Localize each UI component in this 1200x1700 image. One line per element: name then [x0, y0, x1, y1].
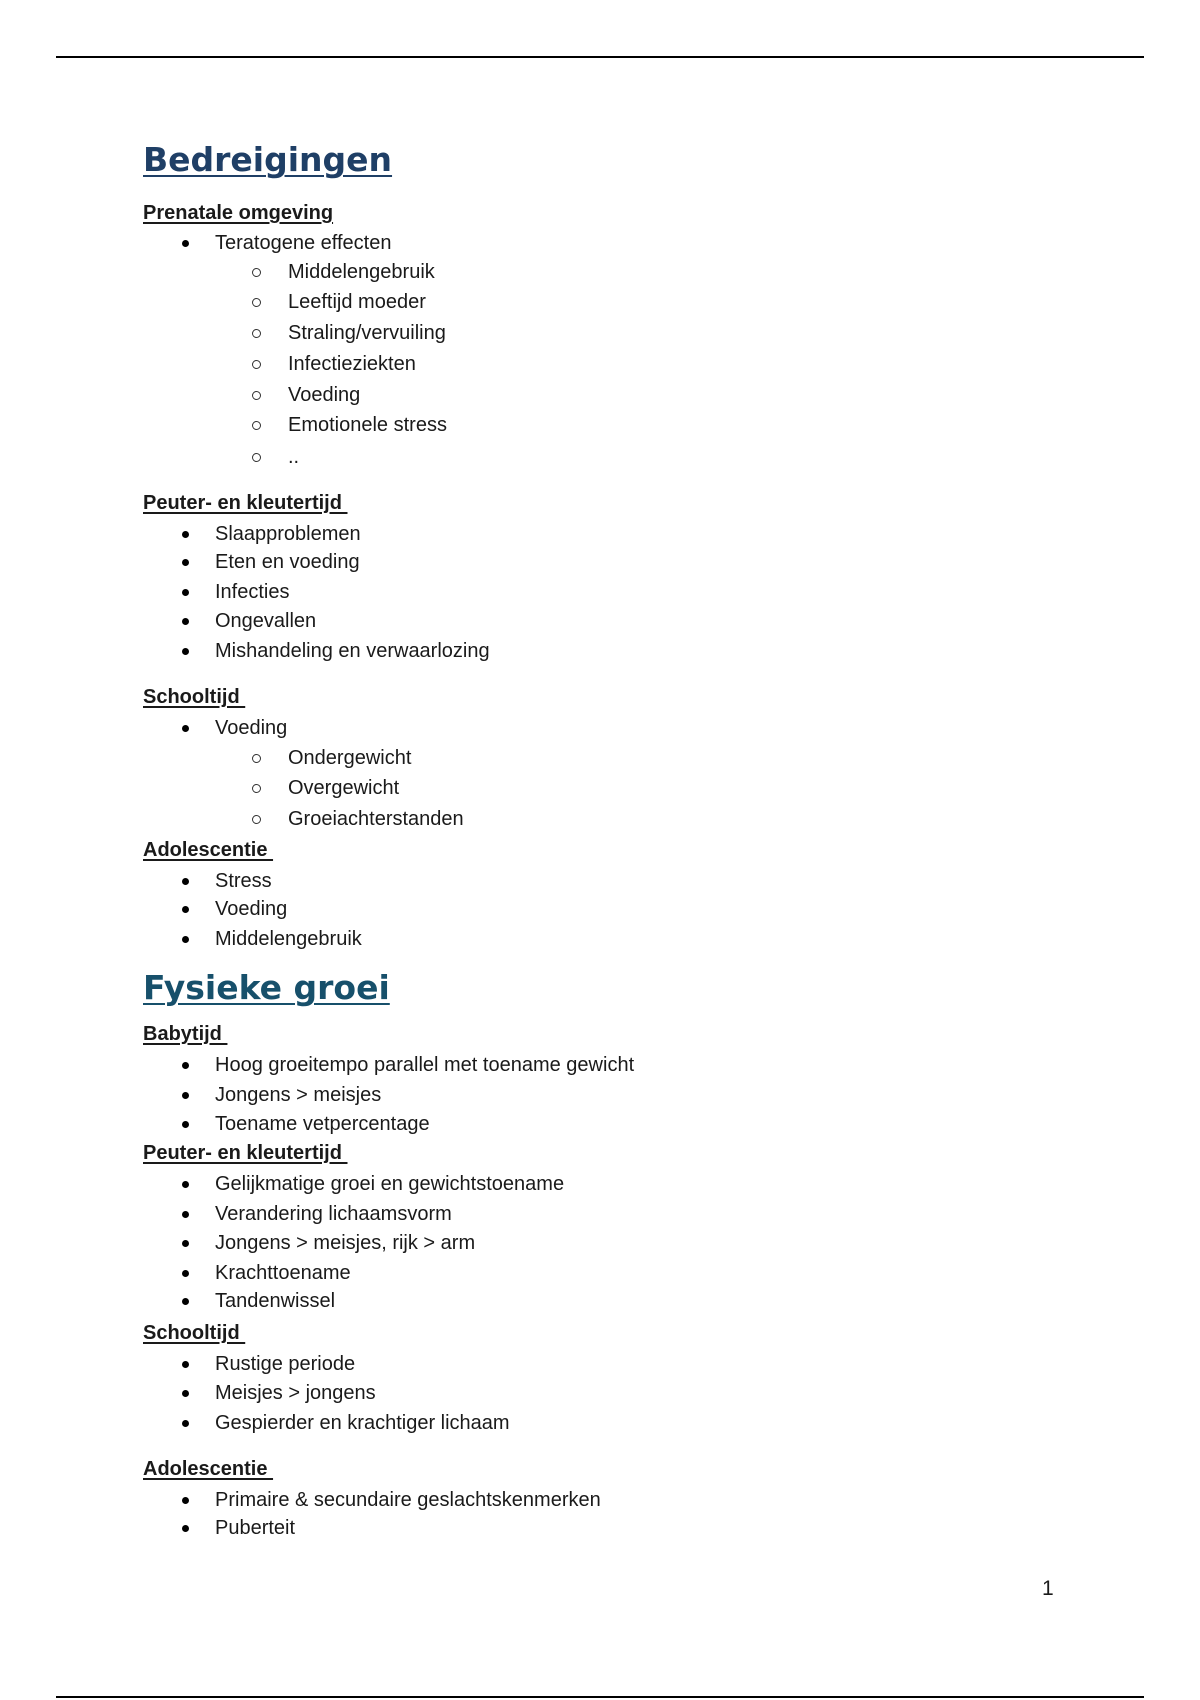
- list-item: Ongevallen: [215, 610, 317, 632]
- list-item: Verandering lichaamsvorm: [215, 1203, 452, 1225]
- sub-list-item: Infectieziekten: [288, 353, 416, 375]
- subheading-peuter-kleutertijd: Peuter- en kleutertijd: [143, 1142, 348, 1164]
- sub-list-item: Overgewicht: [288, 777, 400, 799]
- subheading-peuter-kleutertijd: Peuter- en kleutertijd: [143, 492, 348, 514]
- subheading-adolescentie: Adolescentie: [143, 839, 274, 861]
- list-item: Tandenwissel: [215, 1290, 336, 1312]
- list-item: Voeding: [215, 898, 288, 920]
- sub-list-item: ..: [288, 446, 300, 468]
- subheading-schooltijd: Schooltijd: [143, 1322, 246, 1344]
- list-item: Toename vetpercentage: [215, 1113, 430, 1135]
- subheading-schooltijd: Schooltijd: [143, 686, 246, 708]
- sub-list-item: Emotionele stress: [288, 414, 447, 436]
- sub-list-item: Straling/vervuiling: [288, 322, 446, 344]
- subheading-babytijd: Babytijd: [143, 1023, 228, 1045]
- list-item: Stress: [215, 870, 272, 892]
- list-item: Middelengebruik: [215, 928, 362, 950]
- subheading-adolescentie: Adolescentie: [143, 1458, 274, 1480]
- list-item: Eten en voeding: [215, 551, 360, 573]
- page-number: 1: [1042, 1577, 1054, 1600]
- list-item: Puberteit: [215, 1517, 296, 1539]
- list-item: Teratogene effecten: [215, 232, 392, 254]
- list-item: Primaire & secundaire geslachtskenmerken: [215, 1489, 601, 1511]
- section-heading-bedreigingen: Bedreigingen: [143, 140, 393, 179]
- list-item: Mishandeling en verwaarlozing: [215, 640, 490, 662]
- list-item: Meisjes > jongens: [215, 1382, 376, 1404]
- section-heading-fysieke-groei: Fysieke groei: [143, 968, 390, 1007]
- sub-list-item: Groeiachterstanden: [288, 808, 464, 830]
- list-item: Krachttoename: [215, 1262, 351, 1284]
- list-item: Jongens > meisjes: [215, 1084, 382, 1106]
- list-item: Rustige periode: [215, 1353, 356, 1375]
- bottom-rule: [56, 1696, 1144, 1698]
- list-item: Voeding: [215, 717, 288, 739]
- list-item: Gelijkmatige groei en gewichtstoename: [215, 1173, 565, 1195]
- list-item: Infecties: [215, 581, 290, 603]
- list-item: Gespierder en krachtiger lichaam: [215, 1412, 510, 1434]
- subheading-prenatale-omgeving: Prenatale omgeving: [143, 202, 334, 224]
- sub-list-item: Leeftijd moeder: [288, 291, 426, 313]
- list-item: Jongens > meisjes, rijk > arm: [215, 1232, 476, 1254]
- list-item: Slaapproblemen: [215, 523, 361, 545]
- sub-list-item: Voeding: [288, 384, 361, 406]
- sub-list-item: Middelengebruik: [288, 261, 435, 283]
- sub-list-item: Ondergewicht: [288, 747, 412, 769]
- list-item: Hoog groeitempo parallel met toename gewicht: [215, 1054, 635, 1076]
